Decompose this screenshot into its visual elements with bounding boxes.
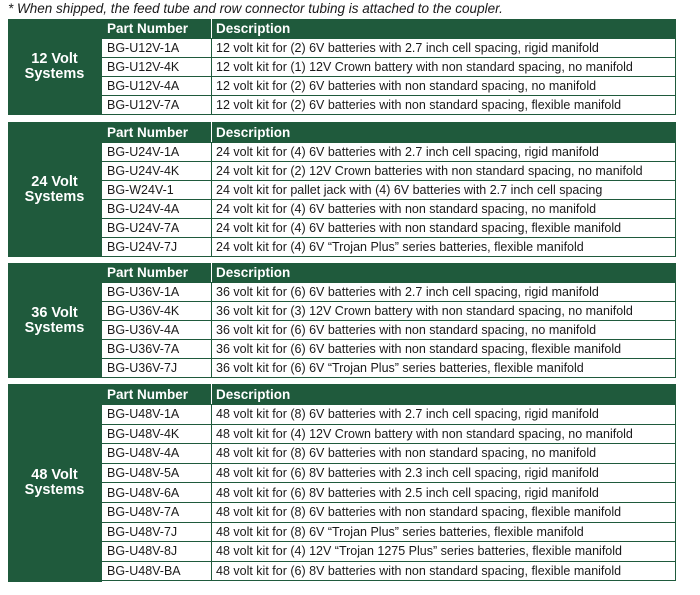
description: 48 volt kit for (6) 8V batteries with non standard spacing, flexible manifold (216, 564, 622, 579)
part-number: BG-U36V-4A (102, 321, 212, 339)
part-number: BG-U48V-4K (102, 425, 212, 444)
part-number: BG-U12V-1A (102, 39, 212, 57)
part-number: BG-U48V-5A (102, 464, 212, 483)
header-row (102, 263, 676, 283)
description: 48 volt kit for (6) 8V batteries with 2.5 inch cell spacing, rigid manifold (216, 485, 599, 500)
group-36-volt (8, 263, 676, 378)
part-number: BG-U24V-7A (102, 219, 212, 237)
description: 24 volt kit for pallet jack with (4) 6V batteries with 2.7 inch cell spacing (216, 183, 603, 197)
part-number: BG-U48V-4A (102, 444, 212, 463)
group-rows (101, 19, 676, 115)
part-number: BG-U36V-7A (102, 340, 212, 358)
group-48-volt (8, 384, 676, 582)
table-row (102, 181, 676, 200)
part-number: BG-W24V-1 (102, 181, 212, 199)
description: 48 volt kit for (8) 6V batteries with 2.7 inch cell spacing, rigid manifold (216, 407, 599, 422)
table-row (102, 340, 676, 359)
description: 48 volt kit for (8) 6V batteries with non standard spacing, flexible manifold (216, 505, 622, 520)
part-number: BG-U48V-BA (102, 562, 212, 581)
header-row (102, 19, 676, 39)
group-rows (101, 384, 676, 582)
table-row (102, 359, 676, 378)
part-number: BG-U12V-4K (102, 58, 212, 76)
group-label: 48 Volt Systems (8, 384, 101, 582)
part-number: BG-U24V-7J (102, 238, 212, 256)
description: 24 volt kit for (4) 6V batteries with 2.7 inch cell spacing, rigid manifold (216, 145, 599, 159)
part-number: BG-U36V-4K (102, 302, 212, 320)
group-12-volt (8, 19, 676, 115)
group-label: 12 Volt Systems (8, 19, 101, 115)
part-number: BG-U12V-7A (102, 96, 212, 114)
table-row (102, 562, 676, 582)
part-number: BG-U48V-1A (102, 405, 212, 424)
part-number: BG-U48V-7J (102, 523, 212, 542)
part-number-header: Part Number (102, 384, 212, 404)
table-row (102, 200, 676, 219)
part-number: BG-U48V-7A (102, 503, 212, 522)
table-row (102, 162, 676, 181)
part-number: BG-U12V-4A (102, 77, 212, 95)
table-row (102, 444, 676, 464)
description-header: Description (216, 386, 291, 402)
description: 12 volt kit for (1) 12V Crown battery with non standard spacing, no manifold (216, 60, 633, 74)
part-number-header: Part Number (102, 122, 212, 142)
description: 48 volt kit for (4) 12V “Trojan 1275 Plus” series batteries, flexible manifold (216, 544, 622, 559)
table-row (102, 219, 676, 238)
part-number: BG-U48V-6A (102, 483, 212, 502)
table-row (102, 405, 676, 425)
description-header: Description (216, 124, 291, 140)
description: 24 volt kit for (2) 12V Crown batteries with non standard spacing, no manifold (216, 164, 643, 178)
table-row (102, 39, 676, 58)
part-number: BG-U36V-7J (102, 359, 212, 377)
table-row (102, 302, 676, 321)
table-row (102, 143, 676, 162)
table-row (102, 503, 676, 523)
group-label: 36 Volt Systems (8, 263, 101, 378)
description: 24 volt kit for (4) 6V “Trojan Plus” series batteries, flexible manifold (216, 240, 584, 254)
shipping-note: * When shipped, the feed tube and row connector tubing is attached to the coupler. (8, 1, 503, 16)
description: 36 volt kit for (3) 12V Crown battery with non standard spacing, no manifold (216, 304, 633, 318)
table-row (102, 238, 676, 257)
description: 12 volt kit for (2) 6V batteries with non standard spacing, flexible manifold (216, 98, 622, 112)
description: 12 volt kit for (2) 6V batteries with non standard spacing, no manifold (216, 79, 597, 93)
description: 24 volt kit for (4) 6V batteries with non standard spacing, flexible manifold (216, 221, 622, 235)
table-row (102, 77, 676, 96)
group-label: 24 Volt Systems (8, 122, 101, 257)
description-header: Description (216, 21, 291, 36)
group-rows (101, 122, 676, 257)
description: 36 volt kit for (6) 6V “Trojan Plus” series batteries, flexible manifold (216, 361, 584, 375)
part-number: BG-U24V-1A (102, 143, 212, 161)
group-24-volt (8, 122, 676, 257)
part-number-header: Part Number (102, 19, 212, 38)
description: 36 volt kit for (6) 6V batteries with 2.7 inch cell spacing, rigid manifold (216, 285, 599, 299)
description: 24 volt kit for (4) 6V batteries with non standard spacing, no manifold (216, 202, 597, 216)
table-row (102, 523, 676, 543)
table-row (102, 483, 676, 503)
part-number-header: Part Number (102, 263, 212, 282)
header-row (102, 384, 676, 405)
part-number: BG-U36V-1A (102, 283, 212, 301)
description-header: Description (216, 265, 291, 280)
description: 12 volt kit for (2) 6V batteries with 2.7 inch cell spacing, rigid manifold (216, 41, 599, 55)
part-number: BG-U48V-8J (102, 542, 212, 561)
table-row (102, 321, 676, 340)
table-row (102, 542, 676, 562)
table-row (102, 58, 676, 77)
table-row (102, 283, 676, 302)
table-row (102, 464, 676, 484)
group-rows (101, 263, 676, 378)
description: 48 volt kit for (4) 12V Crown battery with non standard spacing, no manifold (216, 426, 633, 441)
table-row (102, 425, 676, 445)
part-number: BG-U24V-4A (102, 200, 212, 218)
table-row (102, 96, 676, 115)
description: 48 volt kit for (6) 8V batteries with 2.3 inch cell spacing, rigid manifold (216, 466, 599, 481)
description: 36 volt kit for (6) 6V batteries with non standard spacing, flexible manifold (216, 342, 622, 356)
description: 36 volt kit for (6) 6V batteries with non standard spacing, no manifold (216, 323, 597, 337)
part-number: BG-U24V-4K (102, 162, 212, 180)
description: 48 volt kit for (8) 6V batteries with non standard spacing, no manifold (216, 446, 597, 461)
description: 48 volt kit for (8) 6V “Trojan Plus” series batteries, flexible manifold (216, 524, 584, 539)
header-row (102, 122, 676, 143)
